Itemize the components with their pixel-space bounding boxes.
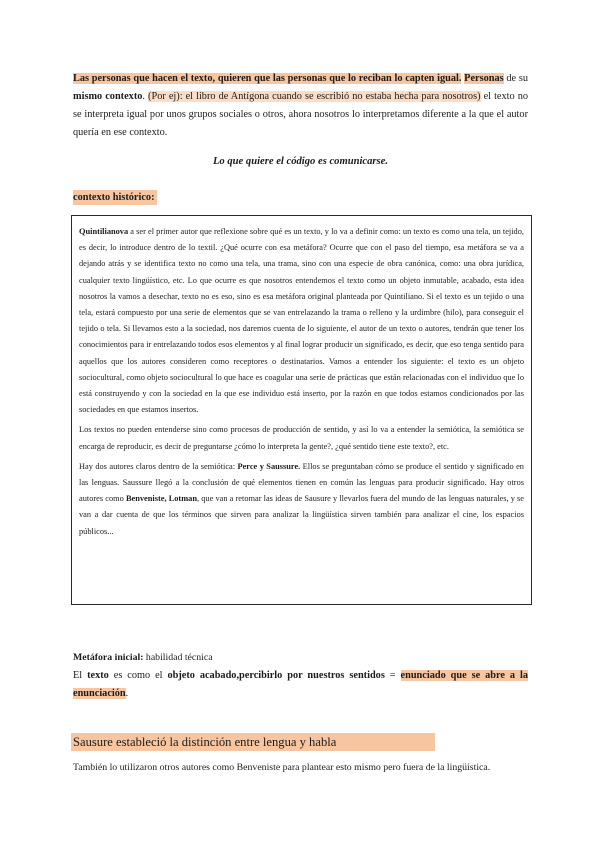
intro-highlight: Las personas que hacen el texto, quieren que las personas que lo reciban lo capten igual. bbox=[73, 73, 462, 84]
box-paragraph-1 bbox=[79, 224, 524, 418]
historical-context-box bbox=[71, 215, 532, 605]
box-paragraph-2: Los textos no pueden entenderse sino como procesos de producción de sentido, y así lo va a entender la semiótica, la semiótica se encarga de reproducir, es decir de preguntarse ¿cómo lo interpreta la gente?, ¿qué sentido tiene este texto?, etc. bbox=[79, 425, 524, 451]
metaphor-el: El bbox=[73, 670, 88, 681]
metaphor-es-como: es como el bbox=[108, 670, 168, 681]
box-p3-authors-2: Benveniste, Lotman bbox=[125, 494, 197, 504]
box-p3-c: , que van a retomar las ideas de Sausure y llevarlos fuera del mundo de las lenguas naturales, y se van a dar cuenta de que los términos que sirven para analizar la lingüística sirven también para analizar el cine, los espacios públicos... bbox=[79, 494, 525, 536]
metaphor-line bbox=[73, 649, 528, 667]
context-label: contexto histórico: bbox=[73, 192, 155, 203]
box-quintiliano: Quintilianova bbox=[79, 227, 129, 236]
intro-paragraph bbox=[73, 70, 528, 142]
box-paragraph-3 bbox=[79, 459, 524, 540]
metaphor-objeto: objeto acabado,percibirlo por nuestros sentidos bbox=[167, 670, 385, 681]
intro-personas: Personas bbox=[464, 73, 504, 84]
intro-dot: . bbox=[142, 91, 149, 102]
section-heading: Sausure estableció la distinción entre lengua y habla bbox=[71, 733, 435, 751]
metaphor-label: Metáfora inicial: bbox=[73, 652, 144, 663]
box-p3-b: Ellos se preguntaban cómo se produce el sentido y significado en las lenguas. Saussure llegó a la conclusión de qué elementos tienen en común las lenguas para producir significado. Hay otros autores como bbox=[79, 461, 524, 504]
code-quote: Lo que quiere el código es comunicarse. bbox=[212, 156, 389, 167]
metaphor-enunciado: enunciado que se abre a la enunciación bbox=[73, 670, 528, 699]
closing-line: También lo utilizaron otros autores como Benveniste para plantear esto mismo pero fuera de la lingüística. bbox=[73, 762, 491, 773]
metaphor-definition bbox=[73, 667, 528, 703]
box-p3-authors: Perce y Saussure. bbox=[237, 461, 301, 471]
intro-mismo-contexto: mismo contexto bbox=[73, 91, 143, 102]
metaphor-end: . bbox=[125, 688, 129, 699]
metaphor-texto: texto bbox=[87, 670, 109, 681]
intro-de-su: de su bbox=[503, 73, 528, 84]
intro-rest: el texto no se interpreta igual por unos grupos sociales o otros, ahora nosotros lo interpretamos diferente a la que el autor quería en ese contexto. bbox=[73, 91, 529, 138]
box-p3-a: Hay dos autores claros dentro de la semiótica: bbox=[79, 461, 238, 471]
metaphor-equals: = bbox=[384, 670, 401, 681]
metaphor-block bbox=[73, 649, 528, 703]
intro-example: (Por ej): el libro de Antígona cuando se escribió no estaba hecha para nosotros) bbox=[148, 91, 481, 102]
box-p1-text: a ser el primer autor que reflexione sobre qué es un texto, y lo va a definir como: un texto es como una tela, un tejido, es decir, lo introduce dentro de lo textil. ¿Qué ocurre con esa metáfora? Ocurre que con el paso del tiempo, esa metáfora se va a dejando atrás y se identifica texto no como una tela, una trama, sino con una especie de obra canónica, como: una obra jurídica, cualquier texto lingüístico, etc. Lo que ocurre es que nosotros entendemos el texto como un objeto inmutable, acabado, esta idea nosotros la vamos a desechar, texto no es eso, sino es esa metáfora original planteada por Quintiliano. Si el texto es un tejido o una tela, estará compuesto por una serie de elementos que se van entrelazando la trama o relleno y la urdimbre (hilo), para conseguir el tejido o tela. Si llevamos esto a la sociedad, nos daremos cuenta de lo siguiente, el autor de un texto o autores, tendrán que tener los conocimientos para ir entrelazando todos esos elementos y al final lograr producir un significado, es decir, que eso tenga sentido para aquellos que los autores consideren como receptores o destinatarios. Vamos a entender los siguiente: el texto es un objeto sociocultural, como objeto sociocultural lo que hace es coagular una serie de prácticas que están relacionadas con el individuo que lo está construyendo y con la sociedad en la que ese individuo está inserto, por la razón en que todos estamos condicionados por las sociedades en que estamos insertos. bbox=[79, 227, 524, 415]
metaphor-value: habilidad técnica bbox=[143, 652, 213, 663]
